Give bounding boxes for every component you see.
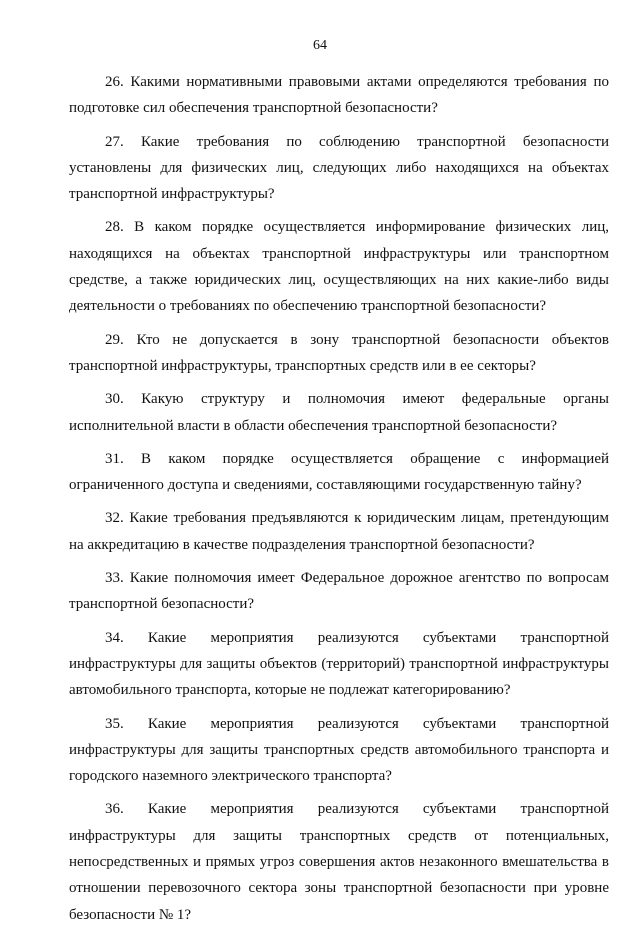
question-26: 26. Какими нормативными правовыми актами определяются требования по подготовке сил обеспечения транспортной безопасности? — [69, 74, 609, 117]
question-35: 35. Какие мероприятия реализуются субъектами транспортной инфраструктуры для защиты транспортных средств автомобильного транспорта и городского наземного электрического транспорта? — [69, 715, 609, 785]
question-32: 32. Какие требования предъявляются к юридическим лицам, претендующим на аккредитацию в качестве подразделения транспортной безопасности? — [69, 510, 609, 553]
question-31: 31. В каком порядке осуществляется обращение с информацией ограниченного доступа и сведениями, составляющими государственную тайну? — [69, 450, 609, 494]
question-28: 28. В каком порядке осуществляется информирование физических лиц, находящихся на объектах транспортной инфраструктуры или транспортном средстве, а также юридических лиц, осуществляющих на них какие-либо виды деятельности о требованиях по обеспечению транспортной безопасности? — [69, 219, 609, 315]
question-list — [69, 69, 609, 935]
question-34: 34. Какие мероприятия реализуются субъектами транспортной инфраструктуры для защиты объектов (территорий) транспортной инфраструктуры автомобильного транспорта, которые не подлежат категорированию? — [69, 629, 609, 699]
page-number: 64 — [313, 38, 327, 53]
question-36: 36. Какие мероприятия реализуются субъектами транспортной инфраструктуры для защиты транспортных средств от потенциальных, непосредственных и прямых угроз совершения актов незаконного вмешательства в отношении перевозочного сектора зоны транспортной безопасности при уровне безопасности № 1? — [69, 801, 609, 923]
question-27: 27. Какие требования по соблюдению транспортной безопасности установлены для физических лиц, следующих либо находящихся на объектах транспортной инфраструктуры? — [69, 133, 609, 203]
question-29: 29. Кто не допускается в зону транспортной безопасности объектов транспортной инфраструктуры, транспортных средств или в ее секторы? — [69, 331, 609, 374]
question-30: 30. Какую структуру и полномочия имеют федеральные органы исполнительной власти в области обеспечения транспортной безопасности? — [69, 391, 609, 434]
question-33: 33. Какие полномочия имеет Федеральное дорожное агентство по вопросам транспортной безопасности? — [69, 570, 609, 613]
